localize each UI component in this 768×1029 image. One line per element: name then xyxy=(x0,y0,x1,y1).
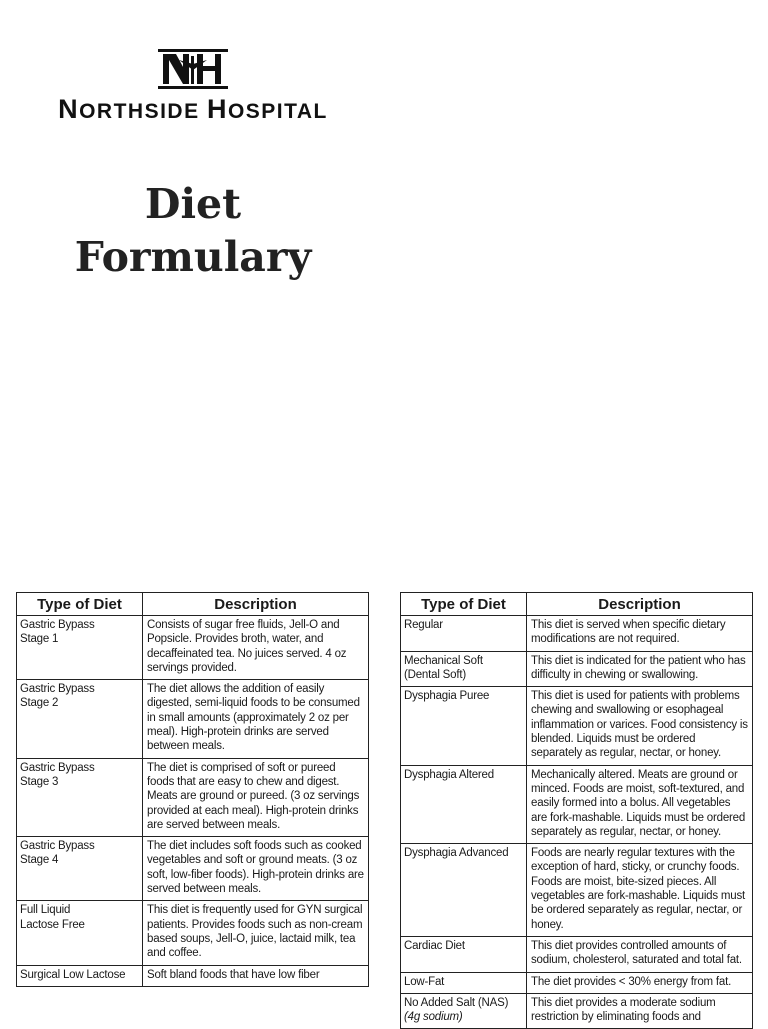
diet-type-text: Gastric Bypass xyxy=(20,683,95,696)
hospital-logo xyxy=(18,48,368,125)
diet-description-cell: The diet allows the addition of easily digested, semi-liquid foods to be consumed in small amounts (approximately 2 oz per meal). High-protein drinks are served between meals. xyxy=(143,680,369,758)
column-header-type: Type of Diet xyxy=(17,593,143,616)
diet-type-text: Gastric Bypass xyxy=(20,619,95,631)
diet-description-cell: The diet provides < 30% energy from fat. xyxy=(527,972,753,993)
diet-description-cell: This diet is indicated for the patient who has difficulty in chewing or swallowing. xyxy=(527,651,753,687)
diet-description-cell: This diet is used for patients with problems chewing and swallowing or esophageal inflammation or varices. Food consistency is blended. Liquids must be ordered separately as regular, nectar, or honey. xyxy=(527,687,753,765)
diet-type-text: Stage 1 xyxy=(20,633,59,646)
diet-type-note: (4g sodium) xyxy=(404,1011,463,1024)
hospital-name xyxy=(18,94,368,125)
table-row xyxy=(401,616,753,652)
column-header-type: Type of Diet xyxy=(401,593,527,616)
page-title xyxy=(18,178,368,284)
diet-type-cell xyxy=(17,837,143,901)
diet-description-cell: The diet includes soft foods such as cooked vegetables and soft or ground meats. (3 oz soft, low-fiber foods). High-protein drinks are served between meals. xyxy=(143,837,369,901)
diet-type-text: Gastric Bypass xyxy=(20,840,95,853)
diet-type-text: Mechanical Soft xyxy=(404,654,483,667)
table-row xyxy=(401,936,753,972)
diet-type-text: Stage 3 xyxy=(20,775,59,788)
diet-table-right xyxy=(400,592,753,1029)
table-row xyxy=(17,758,369,836)
diet-table-left xyxy=(16,592,369,987)
diet-type-cell xyxy=(401,936,527,972)
diet-type-text: Regular xyxy=(404,619,443,631)
hospital-name-part: H xyxy=(206,94,228,124)
diet-description-cell: The diet is comprised of soft or pureed foods that are easy to chew and digest. Meats are ground or pureed. (3 oz servings provided at each meal). High-protein drinks are served between meals. xyxy=(143,758,369,836)
diet-type-text: Gastric Bypass xyxy=(20,761,95,774)
table-row xyxy=(17,680,369,758)
diet-type-cell xyxy=(401,765,527,843)
table-row xyxy=(401,687,753,765)
diet-type-cell xyxy=(17,616,143,680)
table-row xyxy=(17,616,369,680)
diet-type-text: Dysphagia Puree xyxy=(404,690,490,703)
table-row xyxy=(401,765,753,843)
diet-type-cell xyxy=(401,651,527,687)
diet-type-cell xyxy=(401,616,527,652)
diet-description-cell: Soft bland foods that have low fiber xyxy=(143,965,369,986)
diet-type-cell xyxy=(17,758,143,836)
diet-type-cell xyxy=(401,844,527,937)
diet-description-cell: This diet provides controlled amounts of sodium, cholesterol, saturated and total fat. xyxy=(527,936,753,972)
nh-monogram-icon xyxy=(157,48,229,90)
hospital-name-part: ORTHSIDE xyxy=(79,100,207,123)
diet-type-cell xyxy=(17,901,143,965)
diet-description-cell: This diet is frequently used for GYN surgical patients. Provides foods such as non-cream based soups, Jell-O, juice, lactaid milk, tea and coffee. xyxy=(143,901,369,965)
diet-description-cell: Foods are nearly regular textures with the exception of hard, sticky, or crunchy foods. Foods are moist, bite-sized pieces. All vegetables are fork-mashable. Liquids must be ordered separately as regular, nectar, or honey. xyxy=(527,844,753,937)
diet-type-cell xyxy=(17,965,143,986)
hospital-name-part: N xyxy=(58,94,80,124)
diet-type-text: Dysphagia Altered xyxy=(404,768,494,781)
diet-type-text: Cardiac Diet xyxy=(404,939,465,952)
table-row xyxy=(17,901,369,965)
table-row xyxy=(17,837,369,901)
diet-type-cell xyxy=(401,687,527,765)
diet-type-text: Stage 4 xyxy=(20,854,59,867)
diet-type-text: (Dental Soft) xyxy=(404,668,466,681)
diet-type-text: Full Liquid xyxy=(20,904,71,917)
diet-type-text: Stage 2 xyxy=(20,697,59,710)
diet-description-cell: This diet provides a moderate sodium restriction by eliminating foods and xyxy=(527,993,753,1029)
diet-description-cell: This diet is served when specific dietary modifications are not required. xyxy=(527,616,753,652)
table-header-row xyxy=(401,593,753,616)
diet-type-text: Surgical Low Lactose xyxy=(20,968,126,981)
diet-type-text: No Added Salt (NAS) xyxy=(404,996,509,1009)
diet-type-text: Low-Fat xyxy=(404,975,445,988)
table-row xyxy=(401,972,753,993)
column-header-description: Description xyxy=(527,593,753,616)
diet-type-cell xyxy=(17,680,143,758)
diet-type-cell xyxy=(401,972,527,993)
table-row xyxy=(401,844,753,937)
hospital-name-part: OSPITAL xyxy=(227,100,328,123)
column-header-description: Description xyxy=(143,593,369,616)
title-line-2: Formulary xyxy=(74,233,312,281)
diet-description-cell: Mechanically altered. Meats are ground or minced. Foods are moist, soft-textured, and easily formed into a bolus. All vegetables are fork-mashable. Liquids must be ordered separately as regular, nectar, or honey. xyxy=(527,765,753,843)
table-row xyxy=(17,965,369,986)
title-line-1: Diet xyxy=(144,180,242,228)
diet-description-cell: Consists of sugar free fluids, Jell-O and Popsicle. Provides broth, water, and decaffeinated tea. No juices served. 4 oz servings provided. xyxy=(143,616,369,680)
table-row xyxy=(401,651,753,687)
diet-type-text: Lactose Free xyxy=(20,918,85,931)
table-header-row xyxy=(17,593,369,616)
diet-type-text: Dysphagia Advanced xyxy=(404,847,509,860)
